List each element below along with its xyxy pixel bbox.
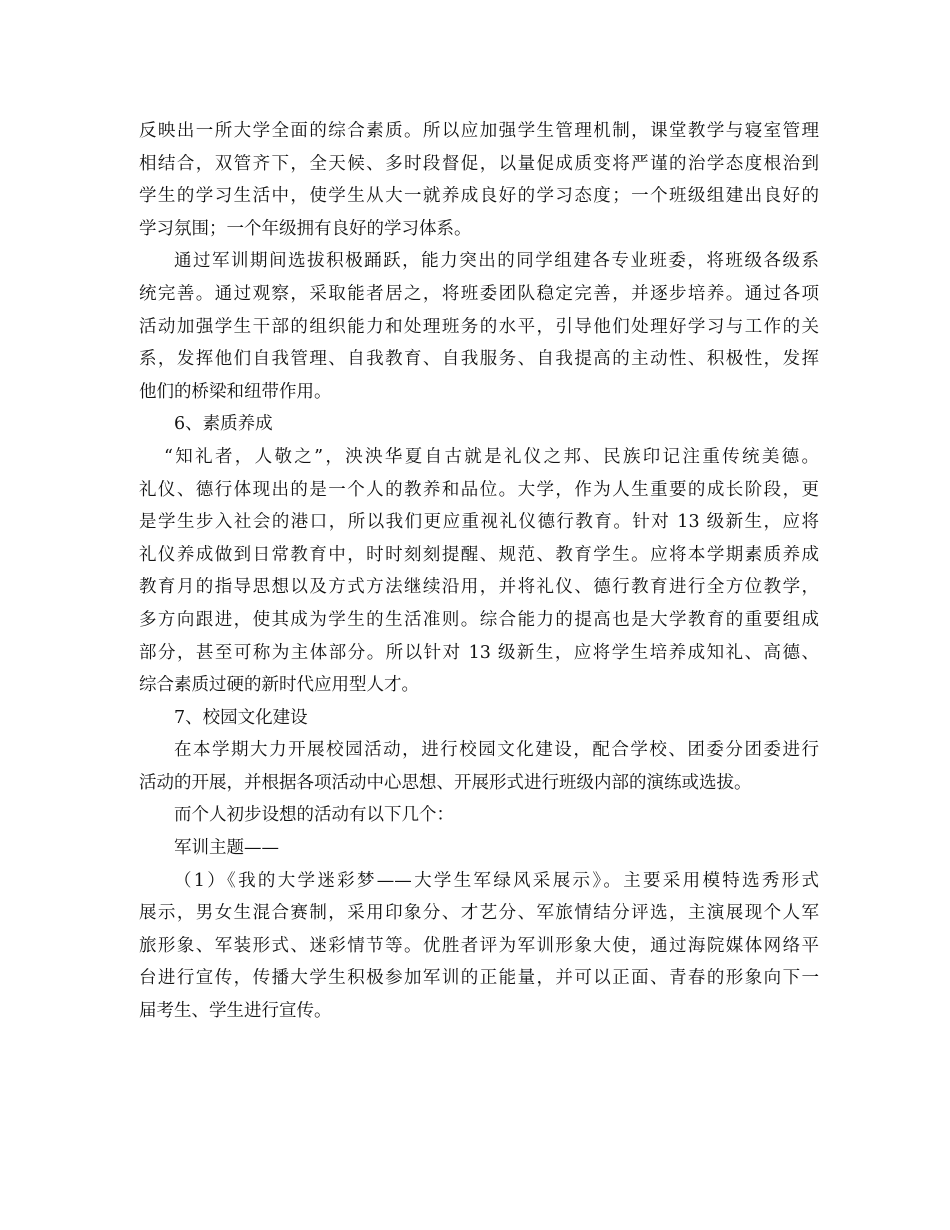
- paragraph-line: 反映出一所大学全面的综合素质。所以应加强学生管理机制，课堂教学与寝室管理: [139, 121, 819, 141]
- paragraph-line: 通过军训期间选拔积极踊跃，能力突出的同学组建各专业班委，将班级各级系: [174, 251, 819, 272]
- paragraph-line: 教育月的指导思想以及方式方法继续沿用，并将礼仪、德行教育进行全方位教学，: [139, 577, 819, 598]
- paragraph-line: 他们的桥梁和纽带作用。: [139, 381, 332, 402]
- paragraph-line: 学习氛围；一个年级拥有良好的学习体系。: [139, 218, 472, 239]
- paragraph-line: 而个人初步设想的活动有以下几个：: [174, 805, 454, 826]
- paragraph-line: “知礼者，人敬之”，泱泱华夏自古就是礼仪之邦、民族印记注重传统美德。: [164, 446, 819, 467]
- paragraph-line: 在本学期大力开展校园活动，进行校园文化建设，配合学校、团委分团委进行: [174, 740, 819, 761]
- paragraph-line: 是学生步入社会的港口，所以我们更应重视礼仪德行教育。针对 13 级新生，应将: [139, 512, 819, 533]
- paragraph-line: 台进行宣传，传播大学生积极参加军训的正能量，并可以正面、青春的形象向下一: [139, 968, 819, 989]
- subsection-heading: 军训主题——: [174, 838, 279, 859]
- paragraph-line: 礼仪养成做到日常教育中，时时刻刻提醒、规范、教育学生。应将本学期素质养成: [139, 544, 819, 565]
- paragraph-line: 部分，甚至可称为主体部分。所以针对 13 级新生，应将学生培养成知礼、高德、: [139, 642, 819, 663]
- paragraph-line: 活动加强学生干部的组织能力和处理班务的水平，引导他们处理好学习与工作的关: [139, 316, 819, 337]
- paragraph-line: 旅形象、军装形式、迷彩情节等。优胜者评为军训形象大使，通过海院媒体网络平: [139, 935, 819, 956]
- paragraph-line: 系，发挥他们自我管理、自我教育、自我服务、自我提高的主动性、积极性，发挥: [139, 349, 819, 370]
- paragraph-line: 礼仪、德行体现出的是一个人的教养和品位。大学，作为人生重要的成长阶段，更: [139, 479, 819, 500]
- section-heading: 7、校园文化建设: [174, 707, 308, 728]
- document-body: [139, 115, 819, 1028]
- paragraph-line: 统完善。通过观察，采取能者居之，将班委团队稳定完善，并逐步培养。通过各项: [139, 283, 819, 304]
- section-heading: 6、素质养成: [174, 414, 273, 435]
- paragraph-line: 学生的学习生活中，使学生从大一就养成良好的学习态度；一个班级组建出良好的: [139, 186, 819, 207]
- paragraph-line: 多方向跟进，使其成为学生的生活准则。综合能力的提高也是大学教育的重要组成: [139, 609, 819, 630]
- paragraph-line: 展示，男女生混合赛制，采用印象分、才艺分、军旅情结分评选，主演展现个人军: [139, 903, 819, 924]
- paragraph-line: 综合素质过硬的新时代应用型人才。: [139, 675, 419, 696]
- paragraph-line: 届考生、学生进行宣传。: [139, 1001, 332, 1022]
- paragraph-line: 活动的开展，并根据各项活动中心思想、开展形式进行班级内部的演练或选拔。: [139, 772, 752, 793]
- paragraph-line: 相结合，双管齐下，全天候、多时段督促，以量促成质变将严谨的治学态度根治到: [139, 153, 819, 174]
- paragraph-line: （1）《我的大学迷彩梦——大学生军绿风采展示》。主要采用模特选秀形式: [174, 870, 819, 891]
